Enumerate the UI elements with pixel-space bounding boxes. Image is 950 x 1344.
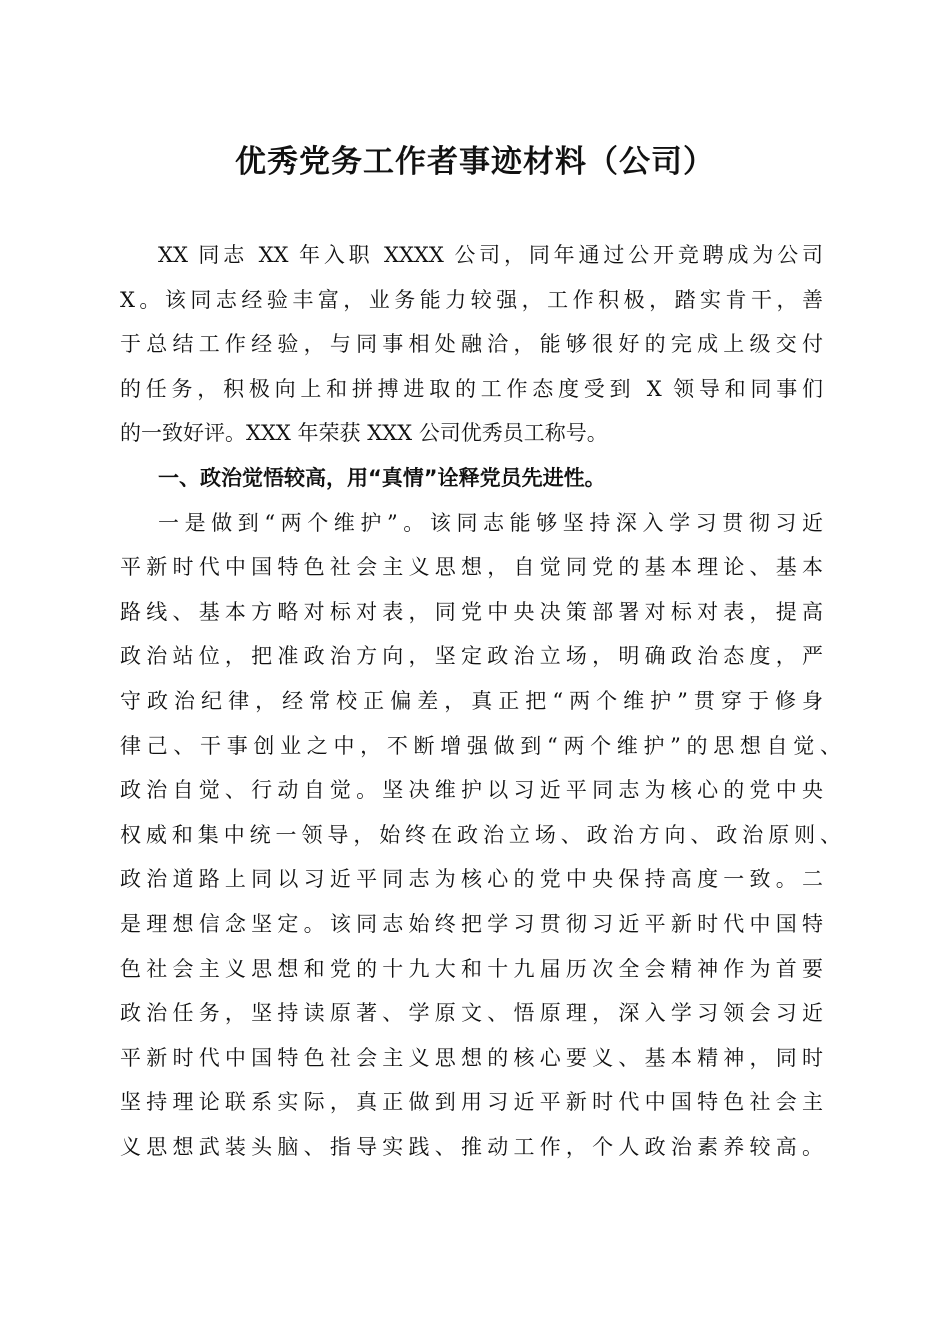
- text-line: 的一致好评。XXX 年荣获 XXX 公司优秀员工称号。: [120, 421, 608, 446]
- text-line: 一是做到“两个维护”。该同志能够坚持深入学习贯彻习近: [158, 510, 823, 535]
- text-line: 是理想信念坚定。该同志始终把学习贯彻习近平新时代中国特: [120, 911, 823, 936]
- intro-paragraph: [120, 233, 823, 456]
- document-body: [120, 233, 841, 1169]
- text-line: 坚持理论联系实际，真正做到用习近平新时代中国特色社会主: [120, 1090, 823, 1115]
- text-line: 守政治纪律，经常校正偏差，真正把“两个维护”贯穿于修身: [120, 688, 823, 713]
- text-line: 政治道路上同以习近平同志为核心的党中央保持高度一致。二: [120, 867, 823, 892]
- text-line: 政治自觉、行动自觉。坚决维护以习近平同志为核心的党中央: [120, 778, 823, 803]
- section-paragraph: [120, 501, 841, 1170]
- text-line: XX 同志 XX 年入职 XXXX 公司，同年通过公开竞聘成为公司: [158, 243, 823, 267]
- text-line: 义思想武装头脑、指导实践、推动工作，个人政治素养较高。: [120, 1134, 823, 1159]
- text-line: X。该同志经验丰富，业务能力较强，工作积极，踏实肯干，善: [120, 287, 823, 312]
- text-line: 平新时代中国特色社会主义思想的核心要义、基本精神，同时: [120, 1045, 823, 1070]
- text-line: 路线、基本方略对标对表，同党中央决策部署对标对表，提高: [120, 599, 823, 624]
- text-line: 于总结工作经验，与同事相处融洽，能够很好的完成上级交付: [120, 332, 823, 357]
- section-heading: 一、政治觉悟较高，用“真情”诠释党员先进性。: [158, 465, 606, 490]
- text-line: 色社会主义思想和党的十九大和十九届历次全会精神作为首要: [120, 956, 823, 981]
- text-line: 权威和集中统一领导，始终在政治立场、政治方向、政治原则、: [120, 822, 841, 847]
- text-line: 的任务，积极向上和拼搏进取的工作态度受到 X 领导和同事们: [120, 376, 823, 401]
- text-line: 律己、干事创业之中，不断增强做到“两个维护”的思想自觉、: [120, 733, 841, 758]
- text-line: 平新时代中国特色社会主义思想，自觉同党的基本理论、基本: [120, 555, 823, 580]
- text-line: 政治任务，坚持读原著、学原文、悟原理，深入学习领会习近: [120, 1001, 823, 1026]
- text-line: 政治站位，把准政治方向，坚定政治立场，明确政治态度，严: [120, 644, 823, 669]
- document-title: 优秀党务工作者事迹材料（公司）: [235, 144, 715, 180]
